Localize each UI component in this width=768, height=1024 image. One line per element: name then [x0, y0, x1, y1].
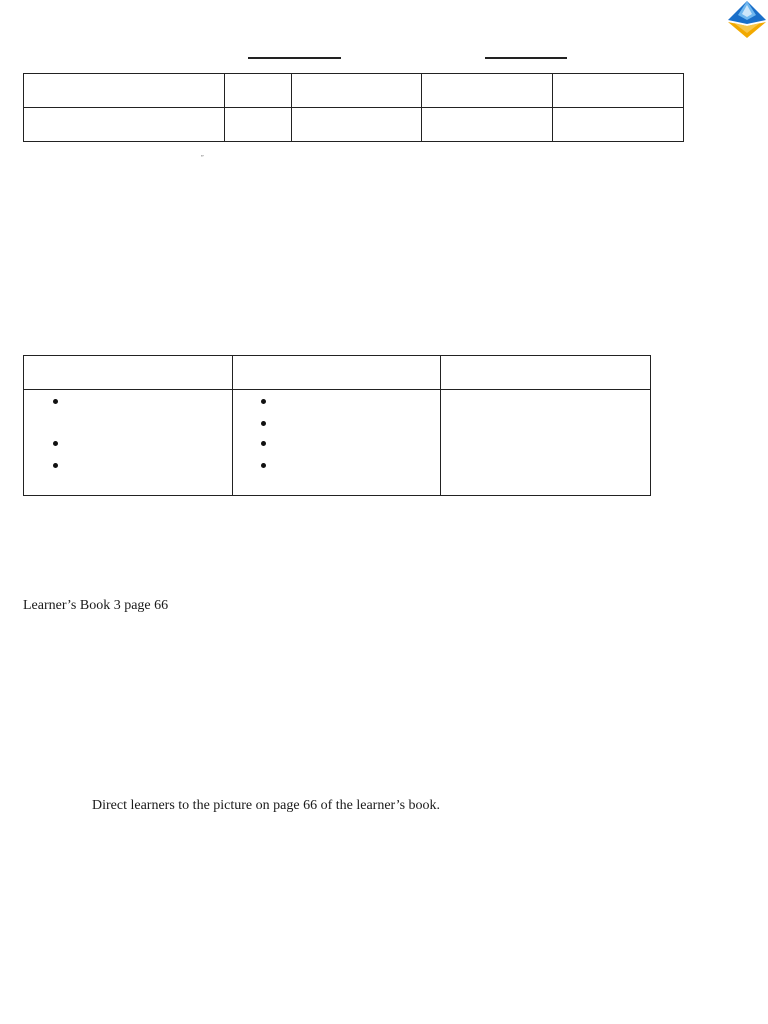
table-cell — [553, 74, 684, 108]
blank-line — [485, 57, 567, 59]
bullet-icon — [53, 463, 58, 468]
table-cell — [232, 390, 441, 496]
bullet-icon — [53, 399, 58, 404]
bullet-icon — [261, 463, 266, 468]
table-cell — [441, 390, 651, 496]
bullet-icon — [261, 421, 266, 426]
blank-line — [248, 57, 341, 59]
diamond-logo-icon — [726, 0, 768, 40]
table-cell — [422, 74, 553, 108]
table-header-cell — [232, 356, 441, 390]
table-cell — [422, 108, 553, 142]
table-cell — [24, 108, 225, 142]
book-reference: Learner’s Book 3 page 66 — [23, 598, 169, 613]
table-cell — [24, 390, 233, 496]
table-cell — [225, 74, 292, 108]
table-cell — [225, 108, 292, 142]
table-row — [24, 390, 651, 496]
table-cell — [553, 108, 684, 142]
bullet-icon — [261, 441, 266, 446]
table-header-cell — [24, 356, 233, 390]
table-header-cell — [441, 356, 651, 390]
lesson-header-table — [23, 73, 684, 142]
table-cell — [292, 108, 422, 142]
table-row — [24, 74, 684, 108]
stray-mark: ” — [201, 155, 204, 161]
competencies-table — [23, 355, 651, 496]
table-cell — [24, 74, 225, 108]
bullet-icon — [53, 441, 58, 446]
bullet-icon — [261, 399, 266, 404]
table-header-row — [24, 356, 651, 390]
table-row — [24, 108, 684, 142]
table-cell — [292, 74, 422, 108]
instruction-text: Direct learners to the picture on page 66 of the learner’s book. — [92, 798, 441, 813]
